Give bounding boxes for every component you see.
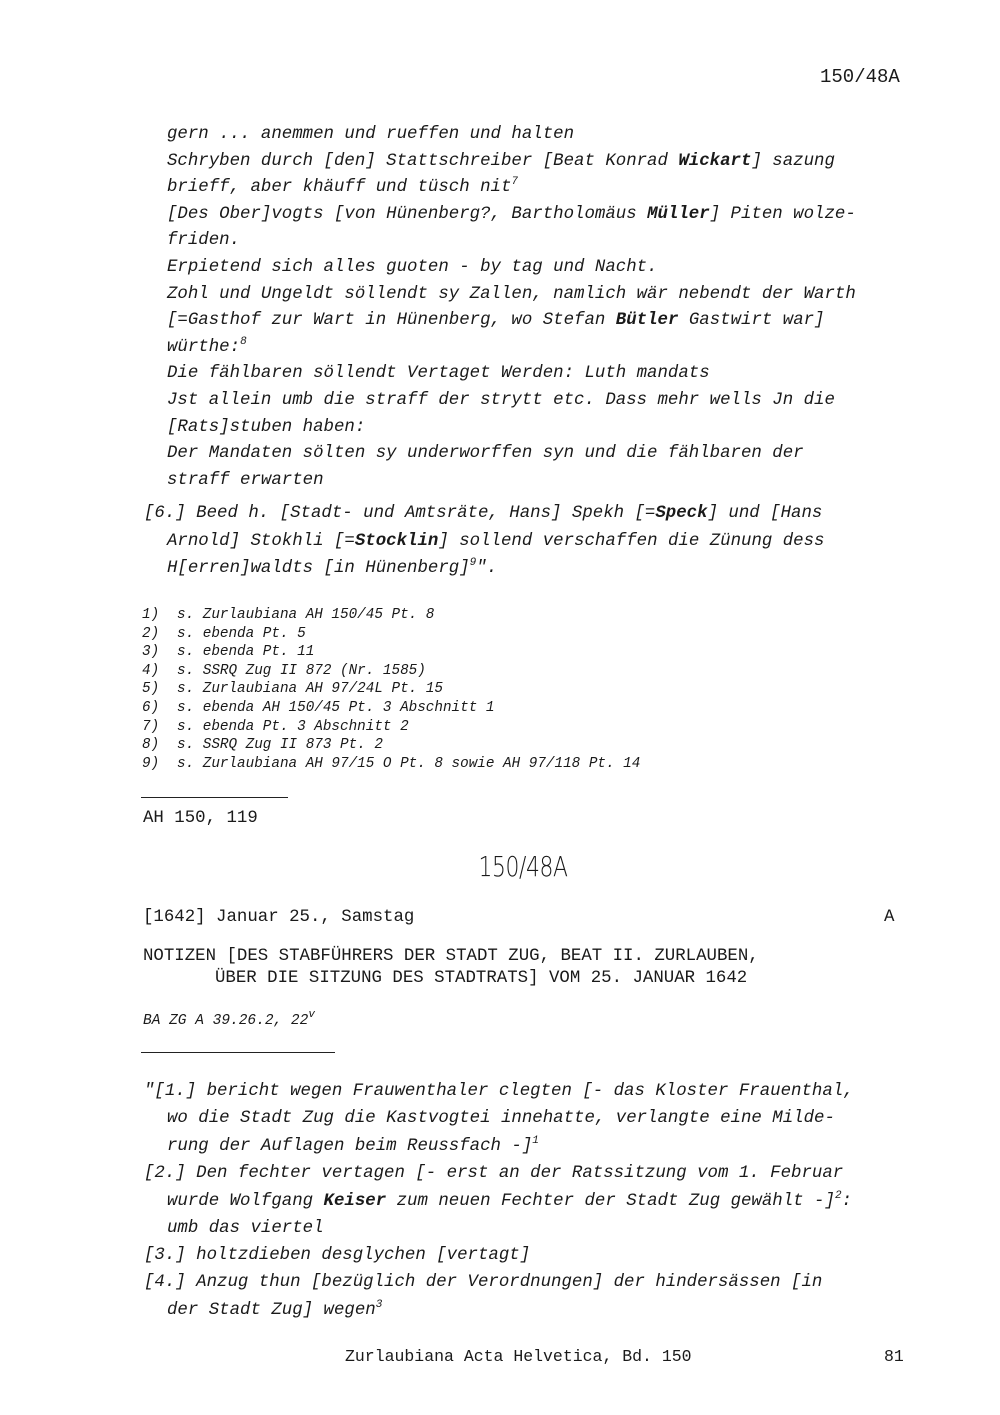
line-pre: umb das viertel [167, 1219, 324, 1238]
line-pre: [=Gasthof zur Wart in Hünenberg, wo Stefan [167, 311, 616, 331]
page-header-number: 150/48A [820, 66, 900, 88]
item6-line [144, 500, 822, 527]
line-pre: Zohl und Ungeldt söllendt sy Zallen, namlich wär nebendt der Warth [167, 284, 856, 304]
line-pre: Schryben durch [den] Stattschreiber [Beat Konrad [167, 151, 679, 171]
line-sup: 3 [375, 1299, 383, 1311]
line-post: ] Piten wolze- [709, 204, 856, 224]
heading-divider [141, 1052, 335, 1053]
text-line [167, 201, 856, 228]
footnote-text: s. Zurlaubiana AH 97/15 O Pt. 8 sowie AH 97/118 Pt. 14 [177, 755, 641, 772]
line-pre: Erpietend sich alles guoten - by tag und Nacht. [167, 258, 658, 277]
document-source [143, 1009, 315, 1029]
footnote-number: 5) [142, 681, 160, 698]
item6-line [167, 528, 825, 555]
line-pre: [2.] Den fechter vertagen [- erst an der Ratssitzung vom 1. Februar [144, 1164, 844, 1183]
line-post: ] sollend verschaffen die Zünung dess [438, 531, 825, 551]
line-bold: Wickart [678, 151, 752, 171]
footnote-text: s. SSRQ Zug II 873 Pt. 2 [177, 737, 383, 754]
body-line [167, 1188, 852, 1215]
footnote-text: s. SSRQ Zug II 872 (Nr. 1585) [177, 662, 426, 679]
line-sup: 2 [834, 1190, 842, 1202]
line-pre: [6.] Beed h. [Stadt- und Amtsräte, Hans] Spekh [= [144, 504, 656, 523]
archive-reference: AH 150, 119 [143, 809, 258, 828]
footnote-text: s. ebenda AH 150/45 Pt. 3 Abschnitt 1 [177, 700, 495, 716]
body-line [144, 1160, 843, 1187]
text-line [167, 307, 825, 334]
line-pre: [Des Ober]vogts [von Hünenberg?, Bartholomäus [167, 204, 648, 224]
footer-page-number: 81 [884, 1347, 904, 1366]
footnote-number: 9) [142, 755, 160, 772]
line-pre: [Rats]stuben haben: [167, 417, 366, 437]
line-pre: der Stadt Zug] wegen [167, 1301, 376, 1320]
line-post: Gastwirt war] [678, 311, 825, 331]
text-line [167, 227, 240, 254]
footnote-number: 6) [142, 700, 160, 716]
source-text: BA ZG A 39.26.2, 22 [143, 1013, 309, 1029]
text-line [167, 360, 710, 387]
line-post: ] sazung [751, 151, 835, 171]
line-pre: gern ... anemmen und rueffen und halten [167, 125, 575, 144]
body-line [144, 1242, 530, 1269]
text-line [167, 254, 658, 281]
item6-line [167, 555, 497, 582]
document-heading-line2: ÜBER DIE SITZUNG DES STADTRATS] VOM 25. JANUAR 1642 [215, 969, 748, 988]
line-post: zum neuen Fechter der Stadt Zug gewählt -] [386, 1192, 835, 1211]
footnote-text: s. Zurlaubiana AH 150/45 Pt. 8 [177, 607, 435, 623]
text-line [167, 148, 835, 175]
body-line [167, 1297, 382, 1324]
line-sup: 1 [532, 1135, 539, 1147]
line-post: ". [476, 559, 498, 578]
body-line [167, 1105, 835, 1132]
line-pre: wurde Wolfgang [167, 1192, 324, 1211]
text-line [167, 387, 835, 414]
line-bold: Speck [655, 504, 708, 523]
line-pre: [4.] Anzug thun [bezüglich der Verordnungen] der hindersässen [in [144, 1273, 823, 1292]
footnote-number: 4) [142, 662, 160, 679]
text-line [167, 174, 518, 201]
footnote-number: 2) [142, 625, 160, 642]
footnote-text: s. ebenda Pt. 11 [177, 644, 315, 661]
text-line [167, 281, 856, 308]
document-title: 150/48A [478, 850, 568, 883]
line-pre: friden. [167, 231, 241, 251]
footer-title: Zurlaubiana Acta Helvetica, Bd. 150 [345, 1347, 692, 1366]
line-pre: brieff, aber khäuff und tüsch nit [167, 178, 512, 198]
line-post: ] und [Hans [707, 504, 823, 523]
line-bold: Keiser [323, 1192, 387, 1211]
footnote-text: s. ebenda Pt. 5 [177, 625, 306, 642]
document-date: [1642] Januar 25., Samstag [143, 908, 415, 927]
line-bold: Stocklin [354, 531, 439, 551]
line-pre: Die fählbaren söllendt Vertaget Werden: Luth mandats [167, 364, 710, 384]
footnote-number: 1) [142, 607, 160, 623]
line-sup: 8 [240, 335, 247, 348]
source-sup: v [308, 1009, 315, 1021]
body-line [144, 1269, 822, 1296]
document-date-mark: A [884, 908, 895, 927]
line-bold: Müller [647, 204, 710, 224]
footnote-number: 7) [142, 718, 160, 735]
line-pre: Der Mandaten sölten sy underworffen syn und die fählbaren der [167, 444, 804, 464]
text-line [167, 467, 324, 494]
line-sup: 9 [469, 557, 477, 569]
text-line [167, 414, 365, 441]
line-pre: H[erren]waldts [in Hünenberg] [167, 559, 470, 578]
line-sup: 7 [511, 176, 519, 189]
line-pre: [3.] holtzdieben desglychen [vertagt] [144, 1246, 531, 1265]
line-pre: Jst allein umb die straff der strytt etc. Dass mehr wells Jn die [167, 391, 835, 410]
line-pre: wo die Stadt Zug die Kastvogtei innehatte, verlangte eine Milde- [167, 1109, 835, 1128]
body-line [167, 1215, 324, 1242]
text-line [167, 334, 247, 361]
footnote-number: 8) [142, 737, 160, 754]
line-bold: Bütler [615, 311, 679, 331]
footnote-text: s. Zurlaubiana AH 97/24L Pt. 15 [177, 681, 443, 698]
footnote-number: 3) [142, 644, 160, 661]
document-heading-line1: NOTIZEN [DES STABFÜHRERS DER STADT ZUG, BEAT II. ZURLAUBEN, [143, 947, 759, 966]
footnote-divider [141, 797, 288, 798]
line-pre: würthe: [167, 337, 241, 357]
line-post2: : [841, 1192, 852, 1211]
text-line [167, 440, 804, 467]
body-line [167, 1133, 539, 1160]
line-pre: "[1.] bericht wegen Frauwenthaler clegten [- das Kloster Frauenthal, [144, 1082, 854, 1101]
text-line [167, 121, 574, 148]
footnote-text: s. ebenda Pt. 3 Abschnitt 2 [177, 718, 409, 735]
line-pre: Arnold] Stokhli [= [167, 531, 355, 551]
line-pre: straff erwarten [167, 470, 324, 490]
body-line [144, 1078, 854, 1105]
line-pre: rung der Auflagen beim Reussfach -] [167, 1137, 533, 1156]
